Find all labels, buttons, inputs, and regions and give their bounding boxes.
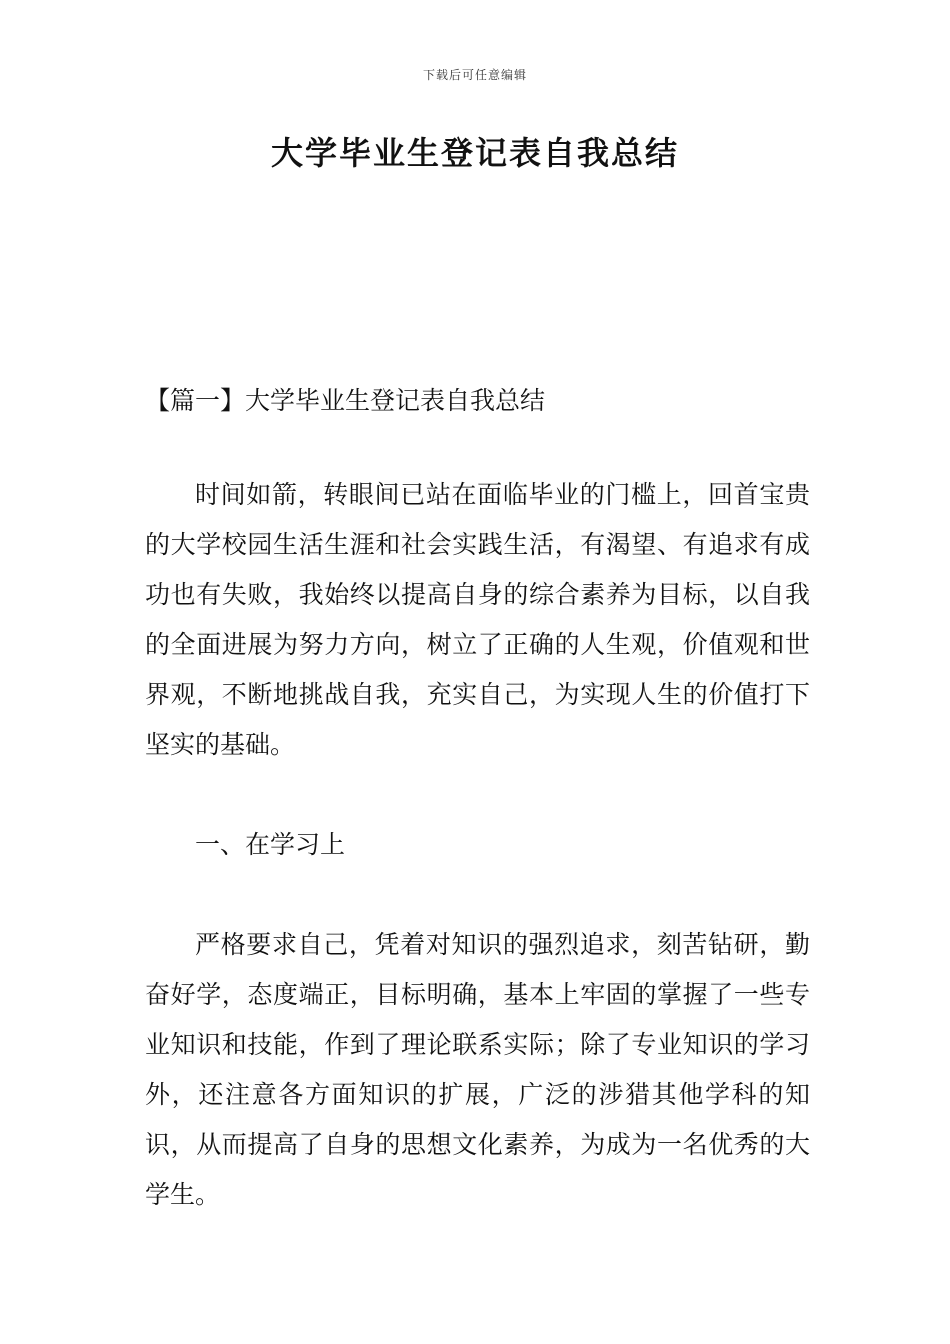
document-title: 大学毕业生登记表自我总结 (270, 134, 679, 172)
header-note: 下载后可任意编辑 (422, 68, 527, 82)
sub-heading-study: 一、在学习上 (195, 830, 346, 859)
paragraph-study: 严格要求自己，凭着对知识的强烈追求，刻苦钻研，勤奋好学，态度端正，目标明确，基本上牢固的掌握了一些专业知识和技能，作到了理论联系实际；除了专业知识的学习外，还注意各方面知识的扩展，广泛的涉猎其他学科的知识，从而提高了自身的思想文化素养，为成为一名优秀的大学生。 (145, 930, 810, 1209)
section-heading: 【篇一】大学毕业生登记表自我总结 (145, 386, 546, 415)
paragraph-intro: 时间如箭，转眼间已站在面临毕业的门槛上，回首宝贵的大学校园生活生涯和社会实践生活，有渴望、有追求有成功也有失败，我始终以提高自身的综合素养为目标，以自我的全面进展为努力方向，树立了正确的人生观，价值观和世界观，不断地挑战自我，充实自己，为实现人生的价值打下坚实的基础。 (145, 480, 810, 759)
